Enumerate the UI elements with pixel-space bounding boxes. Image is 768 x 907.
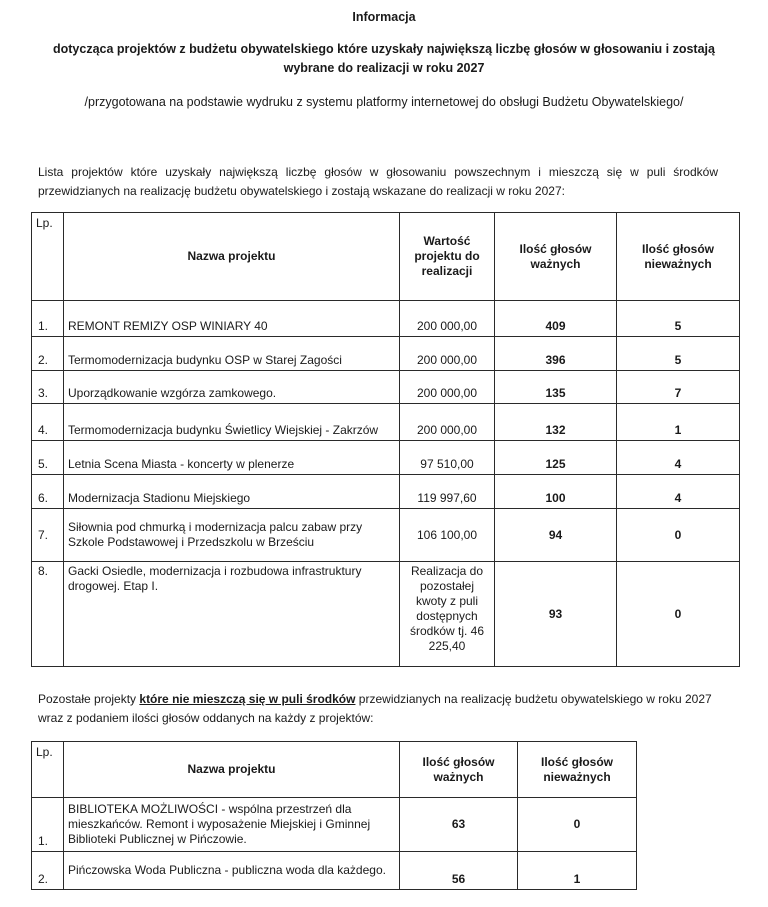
row-project-name: BIBLIOTEKA MOŻLIWOŚCI - wspólna przestrzeń dla mieszkańców. Remont i wyposażenie Miejskiej i Gminnej Biblioteki Publicznej w Pińczowie. [64,798,400,852]
document-subtitle: dotycząca projektów z budżetu obywatelskiego które uzyskały największą liczbę głosów w głosowaniu i zostają wybrane do realizacji w roku 2027 [53,42,715,75]
row-valid-votes: 135 [495,371,617,404]
row-project-value: Realizacja do pozostałej kwoty z puli dostępnych środków tj. 46 225,40 [400,562,495,667]
row-lp: 6. [32,475,64,509]
table-header-row [32,742,637,798]
header-invalid-votes: Ilość głosów nieważnych [617,213,740,301]
row-invalid-votes: 4 [617,441,740,475]
section1-intro: Lista projektów które uzyskały największą liczbę głosów w głosowaniu powszechnym i mieszczą się w puli środków przewidzianych na realizację budżetu obywatelskiego i zostają wskazane do realizacji w roku 2027: [38,165,718,198]
table-row [32,301,740,337]
row-lp: 3. [32,371,64,404]
row-lp: 2. [32,852,64,890]
row-lp: 4. [32,404,64,441]
document-title: Informacja [352,10,416,24]
row-project-value: 97 510,00 [400,441,495,475]
row-project-value: 106 100,00 [400,509,495,562]
row-invalid-votes: 1 [518,852,637,890]
section2-intro-emphasis: które nie mieszczą się w puli środków [139,692,356,706]
header-lp: Lp. [32,213,64,301]
table-header-row [32,213,740,301]
table-row [32,404,740,441]
row-invalid-votes: 0 [518,798,637,852]
row-valid-votes: 94 [495,509,617,562]
other-projects-table [31,741,637,890]
row-project-value: 200 000,00 [400,404,495,441]
row-project-value: 200 000,00 [400,337,495,371]
row-invalid-votes: 5 [617,301,740,337]
row-invalid-votes: 0 [617,562,740,667]
row-project-value: 200 000,00 [400,371,495,404]
row-project-name: Siłownia pod chmurką i modernizacja palcu zabaw przy Szkole Podstawowej i Przedszkolu w Brześciu [64,509,400,562]
row-project-name: Uporządkowanie wzgórza zamkowego. [64,371,400,404]
row-project-name: Pińczowska Woda Publiczna - publiczna woda dla każdego. [64,852,400,890]
row-valid-votes: 125 [495,441,617,475]
row-valid-votes: 63 [400,798,518,852]
row-lp: 1. [32,798,64,852]
row-project-name: Modernizacja Stadionu Miejskiego [64,475,400,509]
row-project-value: 200 000,00 [400,301,495,337]
row-valid-votes: 56 [400,852,518,890]
table-row [32,562,740,667]
row-lp: 8. [32,562,64,667]
row-project-name: Gacki Osiedle, modernizacja i rozbudowa infrastruktury drogowej. Etap I. [64,562,400,667]
section2-intro-end: przewidzianych na realizację budżetu obywatelskiego w roku 2027 wraz z podaniem ilości głosów oddanych na każdy z projektów: [38,692,712,725]
row-lp: 2. [32,337,64,371]
table-row [32,441,740,475]
row-project-name: Letnia Scena Miasta - koncerty w plenerze [64,441,400,475]
table-row [32,371,740,404]
row-valid-votes: 93 [495,562,617,667]
table-row [32,337,740,371]
header-invalid-votes: Ilość głosów nieważnych [518,742,637,798]
row-invalid-votes: 4 [617,475,740,509]
row-lp: 7. [32,509,64,562]
row-lp: 5. [32,441,64,475]
row-invalid-votes: 7 [617,371,740,404]
header-project-name: Nazwa projektu [64,213,400,301]
row-project-name: Termomodernizacja budynku Świetlicy Wiejskiej - Zakrzów [64,404,400,441]
row-project-value: 119 997,60 [400,475,495,509]
table-row [32,475,740,509]
header-valid-votes: Ilość głosów ważnych [400,742,518,798]
row-lp: 1. [32,301,64,337]
row-project-name: REMONT REMIZY OSP WINIARY 40 [64,301,400,337]
table-row [32,509,740,562]
row-invalid-votes: 0 [617,509,740,562]
header-lp: Lp. [32,742,64,798]
section2-intro [38,690,718,728]
header-valid-votes: Ilość głosów ważnych [495,213,617,301]
header-project-name: Nazwa projektu [64,742,400,798]
row-valid-votes: 132 [495,404,617,441]
header-project-value: Wartość projektu do realizacji [400,213,495,301]
row-invalid-votes: 1 [617,404,740,441]
row-valid-votes: 396 [495,337,617,371]
row-valid-votes: 409 [495,301,617,337]
row-valid-votes: 100 [495,475,617,509]
table-row [32,798,637,852]
row-project-name: Termomodernizacja budynku OSP w Starej Zagości [64,337,400,371]
row-invalid-votes: 5 [617,337,740,371]
section2-intro-start: Pozostałe projekty [38,692,140,706]
table-row [32,852,637,890]
document-source-note: /przygotowana na podstawie wydruku z systemu platformy internetowej do obsługi Budżetu Obywatelskiego/ [84,95,684,109]
selected-projects-table [31,212,740,667]
